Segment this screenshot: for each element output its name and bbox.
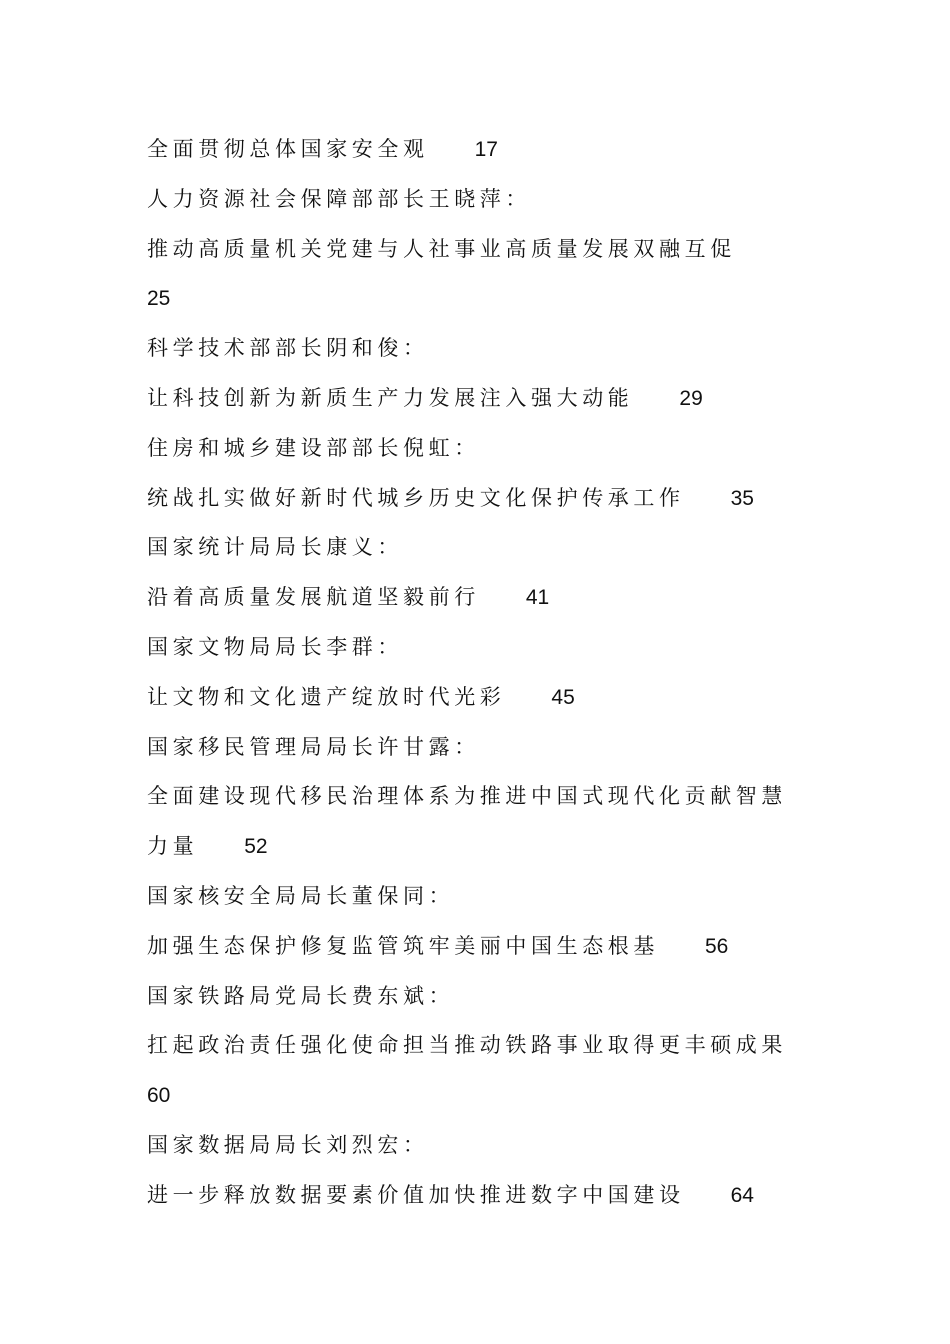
page-number: 29	[679, 386, 703, 410]
toc-entry-page-line	[147, 1071, 827, 1121]
toc-entry-author	[147, 623, 827, 673]
page-number: 60	[147, 1084, 171, 1108]
toc-entry-author	[147, 872, 827, 922]
toc-entry-title	[147, 474, 827, 524]
page-number: 52	[244, 835, 268, 859]
toc-entry-title	[147, 922, 827, 972]
page-number: 17	[474, 138, 498, 161]
toc-line-text: 人力资源社会保障部部长王晓萍：	[147, 186, 531, 211]
toc-entry-author	[147, 175, 827, 225]
toc-entry-title	[147, 673, 827, 723]
toc-line-text: 国家铁路局党局长费东斌：	[147, 983, 455, 1008]
toc-line-text: 推动高质量机关党建与人社事业高质量发展双融互促	[147, 236, 736, 261]
toc-line-text: 全面贯彻总体国家安全观	[147, 137, 429, 161]
page-number: 25	[147, 287, 171, 311]
toc-line-text: 国家统计局局长康义：	[147, 535, 403, 560]
toc-line-text: 国家核安全局局长董保同：	[147, 883, 455, 908]
toc-line-text: 沿着高质量发展航道坚毅前行	[147, 585, 480, 610]
toc-line-text: 进一步释放数据要素价值加快推进数字中国建设	[147, 1182, 685, 1207]
page-number: 35	[730, 486, 754, 510]
toc-entry-title	[147, 573, 827, 623]
toc-line-text: 国家移民管理局局长许甘露：	[147, 734, 480, 759]
toc-entry-title	[147, 822, 827, 872]
toc-entry-author	[147, 972, 827, 1022]
toc-line-text: 力量	[147, 834, 199, 859]
toc-entry-author	[147, 723, 827, 773]
toc-line-text: 加强生态保护修复监管筑牢美丽中国生态根基	[147, 933, 659, 958]
toc-entry-author	[147, 324, 827, 374]
page-number: 64	[730, 1183, 754, 1207]
toc-entry-author	[147, 772, 827, 822]
toc-entry-author	[147, 424, 827, 474]
toc-line-text: 国家文物局局长李群：	[147, 634, 403, 659]
toc-entry-author	[147, 1121, 827, 1171]
table-of-contents	[147, 125, 827, 1221]
page-number: 56	[705, 934, 729, 958]
toc-line-text: 全面建设现代移民治理体系为推进中国式现代化贡献智慧	[147, 784, 787, 809]
page-number: 45	[551, 685, 575, 709]
toc-line-text: 科学技术部部长阴和俊：	[147, 336, 429, 361]
toc-line-text: 住房和城乡建设部部长倪虹：	[147, 435, 480, 460]
toc-entry-author	[147, 1021, 827, 1071]
toc-entry-author	[147, 225, 827, 275]
toc-line-text: 国家数据局局长刘烈宏：	[147, 1132, 429, 1157]
toc-entry-title	[147, 125, 827, 175]
toc-entry-page-line	[147, 274, 827, 324]
toc-line-text: 让科技创新为新质生产力发展注入强大动能	[147, 385, 634, 410]
toc-line-text: 扛起政治责任强化使命担当推动铁路事业取得更丰硕成果	[147, 1033, 787, 1058]
toc-line-text: 让文物和文化遗产绽放时代光彩	[147, 684, 506, 709]
toc-line-text: 统战扎实做好新时代城乡历史文化保护传承工作	[147, 485, 685, 510]
toc-entry-author	[147, 523, 827, 573]
page-number: 41	[525, 586, 550, 610]
toc-entry-title	[147, 374, 827, 424]
toc-entry-title	[147, 1171, 827, 1221]
